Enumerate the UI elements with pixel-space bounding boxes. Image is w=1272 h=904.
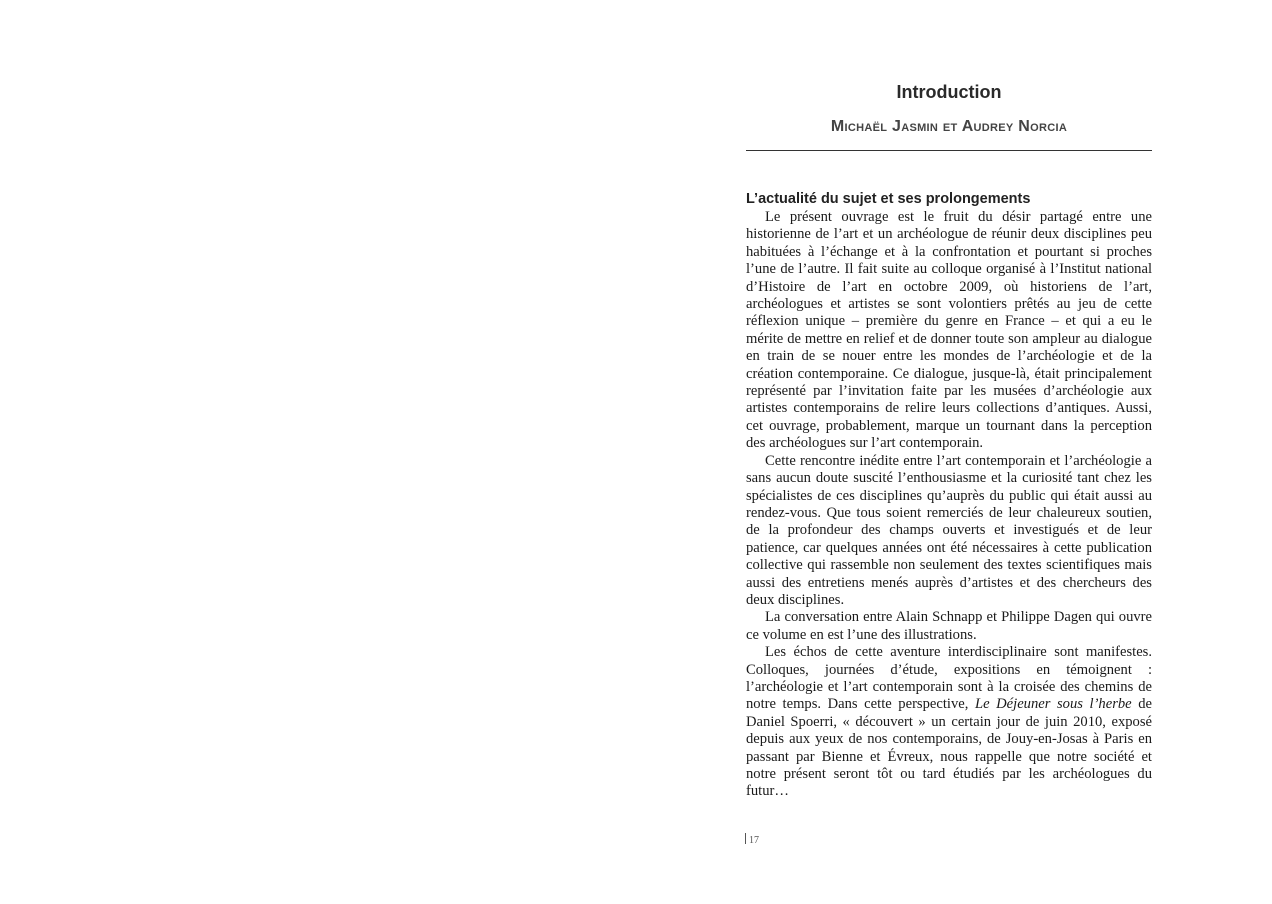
paragraph-4 — [746, 644, 1152, 801]
paragraph-4-part-2: de Daniel Spoerri, « découvert » un certain jour de juin 2010, exposé depuis aux yeux de nos contemporains, de Jouy-en-Josas à Paris en passant par Bienne et Évreux, nous rappelle que notre société et notre présent seront tôt ou tard étudiés par les archéologues du futur… — [746, 696, 1153, 800]
body-text — [746, 209, 1152, 801]
section-heading: L’actualité du sujet et ses prolongements — [746, 191, 1031, 207]
page-folio — [745, 833, 759, 846]
page-number: 17 — [749, 835, 759, 846]
paragraph-2: Cette rencontre inédite entre l’art contemporain et l’archéologie a sans aucun doute suscité l’enthousiasme et la curiosité tant chez les spécialistes de ces disciplines qu’auprès du public qui était aussi au rendez-vous. Que tous soient remerciés de leur chaleureux soutien, de la profondeur des champs ouverts et investigués et de leur patience, car quelques années ont été nécessaires à cette publication collective qui rassemble non seulement des textes scientifiques mais aussi des entretiens menés auprès d’artistes et des chercheurs des deux disciplines. — [746, 452, 1152, 608]
paragraph-1: Le présent ouvrage est le fruit du désir partagé entre une historienne de l’art et un archéologue de réunir deux disciplines peu habituées à l’échange et à la confrontation et pourtant si proches l’une de l’autre. Il fait suite au colloque organisé à l’Institut national d’Histoire de l’art en octobre 2009, où historiens de l’art, archéologues et artistes se sont volontiers prêtés au jeu de cette réflexion unique – première du genre en France – et qui a eu le mérite de mettre en relief et de donner toute son ampleur au dialogue en train de se nouer entre les mondes de l’archéologie et de la création contemporaine. Ce dialogue, jusque-là, était principalement représenté par l’invitation faite par les musées d’archéologie aux artistes contemporains de relire leurs collections d’antiques. Aussi, cet ouvrage, probablement, marque un tournant dans la perception des archéologues sur l’art contemporain. — [746, 209, 1152, 452]
artwork-title: Le Déjeuner sous l’herbe — [974, 696, 1132, 713]
paragraph-3: La conversation entre Alain Schnapp et Philippe Dagen qui ouvre ce volume en est l’une des illustrations. — [746, 609, 1152, 643]
folio-bar — [745, 833, 746, 844]
title-rule — [746, 150, 1152, 151]
chapter-authors: Michaël Jasmin et Audrey Norcia — [830, 118, 1068, 135]
chapter-title: Introduction — [896, 82, 1002, 102]
paragraph-4-part-1: Les échos de cette aventure interdisciplinaire sont manifestes. Colloques, journées d’étude, expositions en témoignent : l’archéologie et l’art contemporain sont à la croisée des chemins de notre temps. Dans cette perspective, — [746, 644, 1152, 713]
